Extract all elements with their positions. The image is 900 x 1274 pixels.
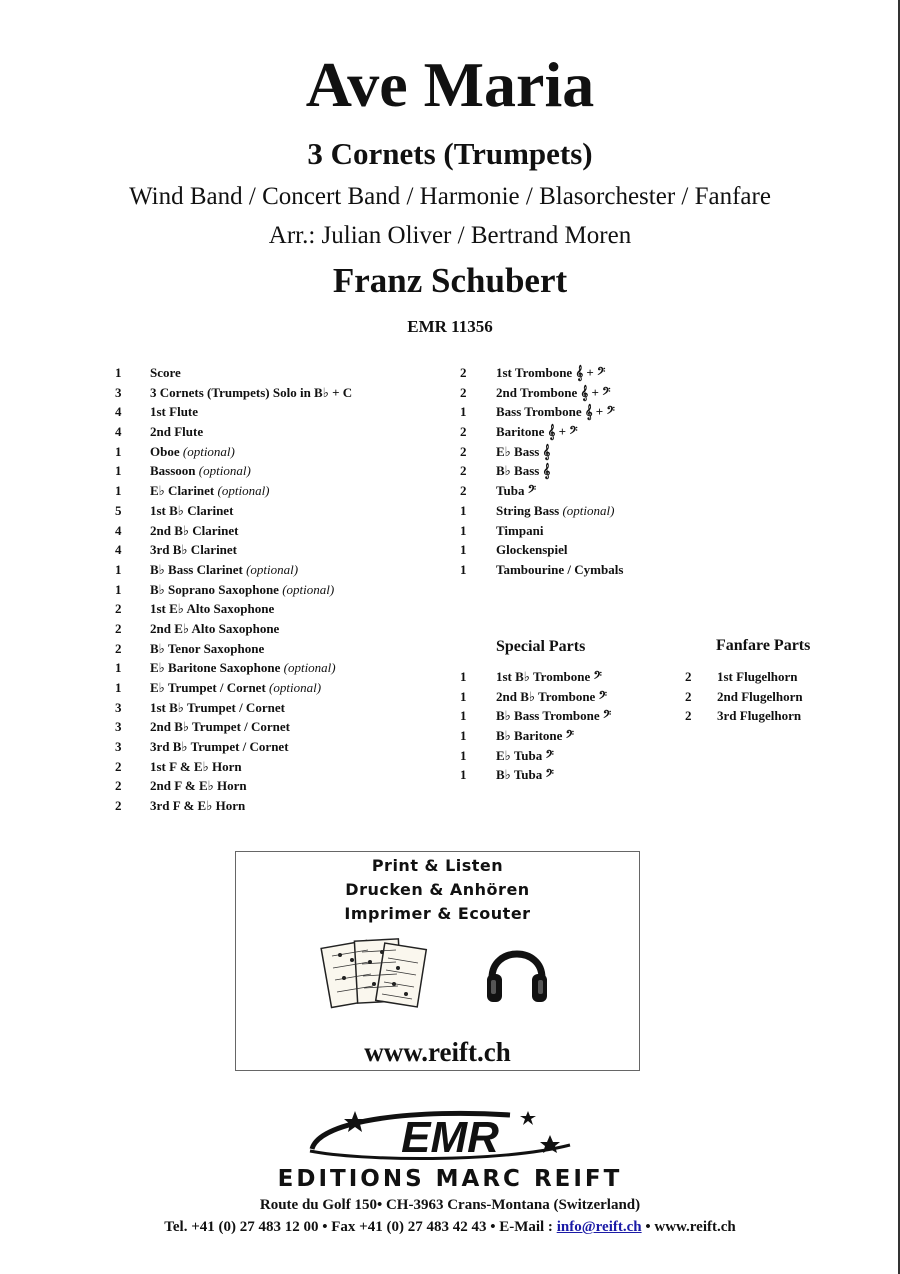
part-name-text: 2nd Flugelhorn bbox=[717, 688, 803, 704]
part-optional-note: (optional) bbox=[283, 660, 336, 676]
part-quantity: 3 bbox=[115, 739, 122, 755]
part-quantity: 1 bbox=[460, 502, 467, 518]
contact-phone-fax: Tel. +41 (0) 27 483 12 00 • Fax +41 (0) 27 483 42 43 • E-Mail : bbox=[164, 1219, 557, 1235]
part-quantity: 2 bbox=[685, 669, 692, 684]
part-name bbox=[496, 540, 568, 560]
part-quantity: 1 bbox=[460, 522, 467, 538]
part-name-text: String Bass bbox=[496, 502, 560, 518]
part-quantity: 1 bbox=[115, 365, 122, 380]
part-quantity: 1 bbox=[460, 767, 467, 783]
part-name-text: Bass Trombone 𝄞 + 𝄢 bbox=[496, 404, 615, 420]
part-name-text: Glockenspiel bbox=[496, 542, 568, 558]
part-quantity: 5 bbox=[115, 502, 122, 518]
part-name bbox=[496, 383, 610, 403]
part-name-text: 1st Trombone 𝄞 + 𝄢 bbox=[496, 365, 606, 380]
logo-text: EMR bbox=[401, 1113, 499, 1162]
part-name-text: E♭ Trumpet / Cornet bbox=[150, 680, 266, 695]
part-name bbox=[150, 363, 181, 383]
part-optional-note: (optional) bbox=[182, 443, 235, 459]
part-name bbox=[496, 481, 536, 501]
part-quantity: 2 bbox=[460, 424, 467, 440]
promo-website[interactable]: www.reift.ch bbox=[364, 1037, 511, 1067]
part-name-text: B♭ Tenor Saxophone bbox=[150, 640, 265, 656]
part-name bbox=[150, 442, 235, 462]
part-quantity: 1 bbox=[460, 542, 467, 558]
part-optional-note: (optional) bbox=[217, 483, 270, 499]
title: Ave Maria bbox=[305, 49, 595, 120]
part-optional-note: (optional) bbox=[246, 561, 299, 577]
part-name-text: 1st B♭ Clarinet bbox=[150, 502, 234, 518]
band-types: Wind Band / Concert Band / Harmonie / Blasorchester / Fanfare bbox=[129, 183, 771, 210]
part-quantity: 1 bbox=[115, 443, 122, 459]
part-name bbox=[150, 776, 247, 796]
part-name bbox=[150, 580, 334, 600]
part-name bbox=[496, 461, 550, 481]
part-quantity: 2 bbox=[460, 463, 467, 479]
composer: Franz Schubert bbox=[332, 261, 568, 300]
part-quantity: 1 bbox=[460, 708, 467, 724]
print-listen-box bbox=[235, 851, 640, 1071]
part-name-text: Oboe bbox=[150, 443, 180, 459]
part-quantity: 3 bbox=[115, 384, 122, 400]
part-name-text: 3rd F & E♭ Horn bbox=[150, 798, 246, 814]
part-quantity: 2 bbox=[685, 688, 692, 704]
part-name bbox=[150, 698, 285, 718]
part-name bbox=[150, 737, 289, 757]
part-name bbox=[150, 422, 203, 442]
part-name-text: 1st B♭ Trombone 𝄢 bbox=[496, 669, 602, 684]
part-name-text: 2nd B♭ Trombone 𝄢 bbox=[496, 688, 607, 704]
part-name-text: B♭ Soprano Saxophone bbox=[150, 581, 279, 597]
part-name-text: 1st Flute bbox=[150, 404, 199, 420]
part-optional-note: (optional) bbox=[269, 680, 322, 695]
part-name bbox=[496, 560, 623, 580]
part-name-text: 2nd Flute bbox=[150, 424, 204, 440]
part-quantity: 2 bbox=[460, 365, 467, 380]
part-quantity: 1 bbox=[460, 747, 467, 763]
part-name-text: 2nd Trombone 𝄞 + 𝄢 bbox=[496, 384, 611, 400]
part-quantity: 4 bbox=[115, 542, 122, 558]
part-optional-note: (optional) bbox=[562, 502, 615, 518]
part-name-text: 3rd B♭ Clarinet bbox=[150, 542, 238, 558]
part-name bbox=[150, 481, 270, 501]
arranger: Arr.: Julian Oliver / Bertrand Moren bbox=[268, 222, 632, 249]
fanfare-parts-heading: Fanfare Parts bbox=[716, 637, 811, 654]
part-quantity: 2 bbox=[115, 778, 122, 794]
promo-line-french: Imprimer & Ecouter bbox=[344, 904, 531, 923]
part-quantity: 2 bbox=[115, 758, 122, 774]
part-name-text: E♭ Baritone Saxophone bbox=[150, 660, 281, 676]
part-name-text: B♭ Bass Clarinet bbox=[150, 561, 243, 577]
part-name-text: Score bbox=[150, 365, 181, 380]
sheet-music-icon bbox=[318, 934, 430, 1012]
part-quantity: 2 bbox=[460, 384, 467, 400]
catalog-number: EMR 11356 bbox=[407, 317, 493, 336]
part-name-text: Bassoon bbox=[150, 463, 196, 479]
special-parts-heading: Special Parts bbox=[496, 638, 586, 655]
part-quantity: 1 bbox=[460, 728, 467, 744]
part-name bbox=[496, 363, 605, 383]
part-name bbox=[150, 599, 274, 619]
part-name-text: 2nd B♭ Trumpet / Cornet bbox=[150, 719, 290, 735]
headphones-icon bbox=[484, 936, 550, 1006]
part-quantity: 2 bbox=[115, 640, 122, 656]
part-quantity: 1 bbox=[460, 404, 467, 420]
part-name-text: 2nd E♭ Alto Saxophone bbox=[150, 620, 280, 636]
part-quantity: 1 bbox=[115, 581, 122, 597]
part-name-text: E♭ Bass 𝄞 bbox=[496, 443, 551, 459]
part-quantity: 1 bbox=[460, 688, 467, 704]
contact-email-link[interactable]: info@reift.ch bbox=[556, 1219, 642, 1235]
part-name-text: 1st F & E♭ Horn bbox=[150, 758, 242, 774]
publisher-contact bbox=[0, 1219, 900, 1236]
part-name bbox=[150, 619, 279, 639]
part-name-text: 3rd B♭ Trumpet / Cornet bbox=[150, 739, 289, 755]
part-name bbox=[150, 560, 298, 580]
part-quantity: 1 bbox=[460, 561, 467, 577]
part-quantity: 4 bbox=[115, 424, 122, 440]
part-name bbox=[150, 540, 237, 560]
part-name-text: E♭ Clarinet bbox=[150, 483, 215, 499]
part-name bbox=[496, 687, 607, 707]
part-quantity: 2 bbox=[685, 708, 692, 724]
part-name-text: B♭ Tuba 𝄢 bbox=[496, 767, 554, 783]
part-quantity: 4 bbox=[115, 522, 122, 538]
part-name-text: E♭ Tuba 𝄢 bbox=[496, 747, 554, 763]
promo-line-german: Drucken & Anhören bbox=[345, 880, 530, 899]
contact-website: • www.reift.ch bbox=[641, 1219, 736, 1235]
part-name bbox=[150, 383, 352, 403]
part-name bbox=[496, 422, 578, 442]
part-name bbox=[150, 501, 233, 521]
part-name-text: B♭ Bass 𝄞 bbox=[496, 463, 551, 479]
part-quantity: 1 bbox=[115, 660, 122, 676]
part-name bbox=[150, 717, 290, 737]
part-name-text: Baritone 𝄞 + 𝄢 bbox=[496, 424, 578, 440]
subtitle: 3 Cornets (Trumpets) bbox=[307, 136, 593, 171]
part-name bbox=[496, 521, 543, 541]
part-name-text: Tambourine / Cymbals bbox=[496, 561, 624, 577]
part-quantity: 2 bbox=[115, 601, 122, 617]
part-name bbox=[150, 757, 242, 777]
part-optional-note: (optional) bbox=[282, 581, 335, 597]
part-name-text: 1st Flugelhorn bbox=[717, 669, 798, 684]
part-name-text: 2nd F & E♭ Horn bbox=[150, 778, 247, 794]
promo-line-english: Print & Listen bbox=[371, 856, 504, 875]
part-quantity: 2 bbox=[115, 798, 122, 814]
part-name-text: B♭ Bass Trombone 𝄢 bbox=[496, 708, 612, 724]
emr-logo bbox=[300, 1105, 600, 1165]
part-name-text: 1st B♭ Trumpet / Cornet bbox=[150, 699, 285, 715]
part-name bbox=[496, 442, 550, 462]
part-name bbox=[496, 667, 602, 687]
part-name bbox=[496, 706, 611, 726]
part-name-text: B♭ Baritone 𝄢 bbox=[496, 728, 575, 744]
part-quantity: 1 bbox=[115, 483, 122, 499]
part-name-text: Timpani bbox=[496, 522, 544, 538]
part-name bbox=[150, 639, 264, 659]
part-quantity: 3 bbox=[115, 719, 122, 735]
part-name-text: 3rd Flugelhorn bbox=[717, 708, 802, 724]
publisher-address: Route du Golf 150• CH-3963 Crans-Montana (Switzerland) bbox=[259, 1197, 641, 1213]
part-name bbox=[496, 746, 554, 766]
part-name-text: 2nd B♭ Clarinet bbox=[150, 522, 239, 538]
part-name bbox=[150, 402, 198, 422]
part-name bbox=[717, 706, 801, 726]
part-name bbox=[150, 658, 336, 678]
part-name bbox=[496, 726, 574, 746]
part-quantity: 2 bbox=[115, 620, 122, 636]
part-name bbox=[717, 667, 798, 687]
part-name bbox=[150, 521, 238, 541]
part-quantity: 1 bbox=[115, 680, 122, 695]
publisher-name: EDITIONS MARC REIFT bbox=[277, 1166, 623, 1192]
part-name-text: 3 Cornets (Trumpets) Solo in B♭ + C bbox=[150, 384, 353, 400]
part-name-text: 1st E♭ Alto Saxophone bbox=[150, 601, 275, 617]
part-name bbox=[717, 687, 803, 707]
part-quantity: 1 bbox=[115, 561, 122, 577]
part-name-text: Tuba 𝄢 bbox=[496, 483, 537, 499]
part-name bbox=[496, 765, 554, 785]
part-name bbox=[496, 402, 615, 422]
part-quantity: 2 bbox=[460, 483, 467, 499]
part-quantity: 1 bbox=[115, 463, 122, 479]
part-name bbox=[150, 461, 251, 481]
part-quantity: 4 bbox=[115, 404, 122, 420]
part-name bbox=[496, 501, 614, 521]
part-quantity: 2 bbox=[460, 443, 467, 459]
part-quantity: 1 bbox=[460, 669, 467, 684]
part-name bbox=[150, 796, 245, 816]
part-quantity: 3 bbox=[115, 699, 122, 715]
part-name bbox=[150, 678, 321, 698]
part-optional-note: (optional) bbox=[198, 463, 251, 479]
